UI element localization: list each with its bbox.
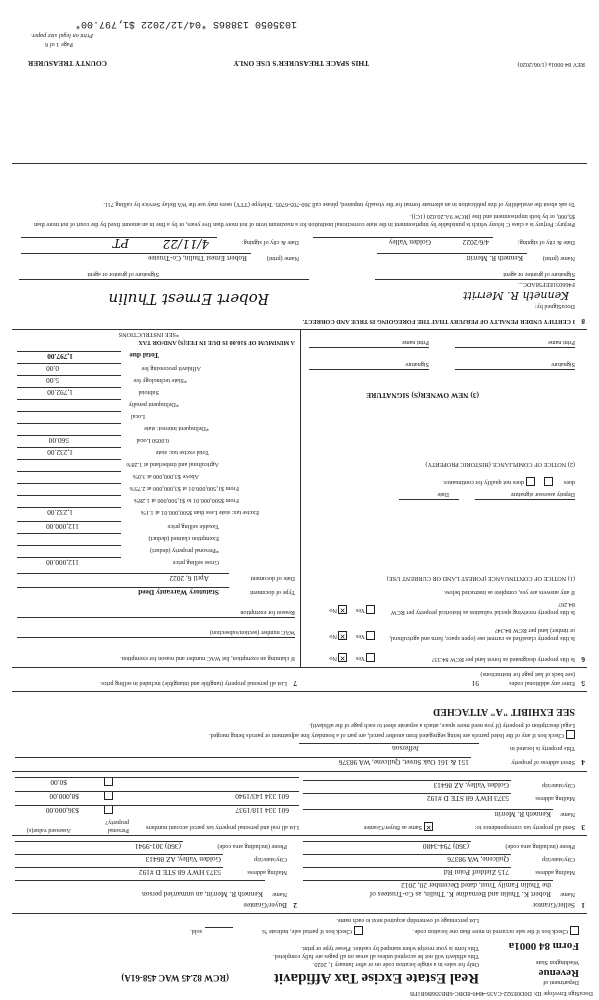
- grantee-city[interactable]: Golden Valley: [388, 238, 431, 247]
- corr-label: Send all property tax correspondence to:: [474, 824, 575, 831]
- certify-statement: I CERTIFY UNDER PENALTY OF PERJURY THAT THE FOREGOING IS TRUE AND CORRECT.: [302, 318, 575, 325]
- seller-phone-label: Phone (including area code): [505, 843, 575, 850]
- form-title: Real Estate Excise Tax Affidavit: [274, 970, 479, 986]
- buyer-phone-label: Phone (including area code): [217, 843, 287, 850]
- tech-fee-value[interactable]: 5.00: [46, 376, 59, 385]
- multi-location-checkbox[interactable]: [570, 926, 579, 935]
- parcel-header: List all real and personal property tax parcel account numbers: [145, 824, 299, 831]
- total-state-label: Total excise tax: state: [155, 449, 209, 456]
- revenue-logo: Revenue: [538, 967, 579, 979]
- grantee-name-label: Name (print): [542, 255, 575, 262]
- assessor-signature-label: Deputy assessor signature: [510, 491, 575, 498]
- affidavit-fee-label: Affidavit processing fee: [141, 365, 201, 372]
- buyer-section-num: 2: [293, 901, 297, 910]
- county-note: This property is located in: [510, 745, 575, 752]
- grantor-name-label: Name (print): [266, 255, 299, 262]
- seller-city-label: City/state/zip: [542, 856, 575, 863]
- seller-phone[interactable]: (360) 794-3480: [422, 842, 469, 851]
- partial-sale-checkbox[interactable]: [354, 926, 363, 935]
- section6-num: 6: [581, 655, 585, 664]
- new-owner-print-label: Print name: [402, 339, 429, 346]
- same-as-buyer-checkbox[interactable]: ✕: [425, 823, 432, 831]
- assessor-date-label: Date: [437, 491, 449, 498]
- gross-value[interactable]: 112,000.00: [46, 558, 79, 567]
- corr-mailing-label: Mailing address: [535, 795, 575, 802]
- form-name: Form 84 0001a: [508, 940, 579, 952]
- corr-name[interactable]: Kenneth R. Merritt: [494, 810, 551, 819]
- corr-city-label: City/state/zip: [542, 782, 575, 789]
- seller-mailing[interactable]: 715 Zieldorf Point Rd: [443, 868, 509, 877]
- interest-local-label: Local: [130, 413, 145, 420]
- penalty-label: *Delinquent penalty: [128, 401, 179, 408]
- section5-value[interactable]: 91: [471, 679, 479, 688]
- ag-label: Agricultural and timberland at 1.28%: [126, 461, 219, 468]
- parcel-value[interactable]: $0.00: [50, 778, 67, 787]
- grantor-date-label: Date & city of signing:: [241, 239, 299, 246]
- print-legal-note: Print on legal size paper.: [30, 32, 93, 39]
- minimum-due-note: A MINIMUM OF $10.00 IS DUE IN FEE(S) AND/OR TAX: [138, 339, 295, 346]
- tier2-label: From $500,000.01 to $1,500,000 at 1.28%: [133, 497, 239, 504]
- seller-section-num: 1: [581, 901, 585, 910]
- forest-no-label: No: [329, 655, 337, 662]
- doc-type-value[interactable]: Statutory Warranty Deed: [138, 588, 219, 597]
- header-note-1: Only for sales in a single location code on or after January 1, 2020.: [312, 961, 479, 968]
- land-does-label: does: [563, 479, 575, 486]
- forest-yes-checkbox[interactable]: [366, 653, 375, 662]
- doc-type-label: Type of document: [250, 589, 295, 596]
- treasurer-space-label: THIS SPACE TREASURER'S USE ONLY: [233, 59, 369, 68]
- classified-no-checkbox[interactable]: ✕: [339, 632, 346, 640]
- grantor-date[interactable]: 4/11/22: [162, 237, 209, 251]
- parcel-personal-checkbox[interactable]: [104, 805, 113, 814]
- forest-yes-label: Yes: [355, 655, 365, 662]
- new-owner-print-label: Print name: [548, 339, 575, 346]
- interest-label: *Delinquent interest: state: [144, 425, 209, 432]
- classified-yes-label: Yes: [355, 633, 365, 640]
- corr-name-label: Name: [560, 811, 575, 818]
- form-citation: (RCW 82.45 WAC 458-61A): [121, 973, 229, 983]
- segregation-checkbox[interactable]: [566, 730, 575, 739]
- seller-mailing-label: Mailing address: [535, 869, 575, 876]
- segregation-label: Check box if any of the listed parcels are being segregated from another parcel, are part of a boundary line adjustment or parcels being merged.: [209, 732, 564, 739]
- page-number: Page 1 of 6: [44, 41, 73, 48]
- personal-label: *Personal property (deduct): [149, 547, 219, 554]
- section5-label: Enter any additional codes: [509, 680, 575, 687]
- see-instructions: *SEE INSTRUCTIONS: [118, 331, 179, 338]
- ada-statement: To ask about the availability of this publication in an alternate format for the visually impaired, please call 360-705-6705. Teletype (TTY) users may use the WA Relay Service by calling 711.: [103, 201, 575, 208]
- subtotal-label: Subtotal: [138, 389, 159, 396]
- buyer-city-label: City/state/zip: [254, 856, 287, 863]
- county-treasurer-label: COUNTY TREASURER: [27, 59, 107, 68]
- new-owner-signature-title: (3) NEW OWNER(S) SIGNATURE: [366, 391, 479, 400]
- historic-question: Is this property receiving special valuation as historical property per RCW 84.26?: [390, 601, 575, 616]
- grantor-sig-label: Signature of grantor or agent: [87, 271, 159, 278]
- classified-yes-checkbox[interactable]: [366, 631, 375, 640]
- grantor-name-print[interactable]: Robert Ernest Thulin, Co-Trustee: [148, 254, 247, 263]
- classified-no-label: No: [329, 633, 337, 640]
- parcel-value[interactable]: $8,000.00: [49, 792, 79, 801]
- new-owner-sign-label: Signature: [551, 361, 575, 368]
- parcel-assessed-header: Assessed value(s): [26, 827, 71, 834]
- tier1-value[interactable]: 1,232.00: [47, 508, 73, 517]
- notice-compliance: (2) NOTICE OF COMPLIANCE (HISTORIC PROPERTY): [425, 461, 575, 468]
- street-label: Street address of property: [511, 759, 575, 766]
- seller-heading: Seller/Grantor: [532, 901, 575, 910]
- historic-yes-checkbox[interactable]: [366, 605, 375, 614]
- corr-city[interactable]: Golden Valley, AZ 86413: [433, 781, 509, 790]
- header-note-3: This form is your receipt when stamped by cashier. Please type or print.: [301, 945, 479, 952]
- historic-yes-label: Yes: [355, 607, 365, 614]
- buyer-mailing-label: Mailing address: [247, 869, 287, 876]
- historic-no-label: No: [329, 607, 337, 614]
- corr-section-num: 3: [581, 823, 585, 832]
- forest-no-checkbox[interactable]: ✕: [339, 654, 346, 662]
- classified-question: Is this property classified as current use (open space, farm and agricultural, or timber) land per RCW 84.34?: [389, 627, 575, 642]
- notice-continuance: (1) NOTICE OF CONTINUANCE (FOREST LAND OR CURRENT USE): [386, 575, 575, 582]
- land-does-not-label: does not qualify for continuance.: [442, 479, 524, 486]
- grantee-signature[interactable]: Kenneth R. Merritt: [462, 289, 569, 302]
- grantee-sig-label: Signature of grantee or agent: [503, 271, 575, 278]
- historic-no-checkbox[interactable]: ✕: [339, 606, 346, 614]
- rev-number: REV 84 0001a (1/06/2020): [517, 61, 585, 68]
- tier4-label: Above $3,000,000 at 3.0%: [132, 473, 199, 480]
- grantor-initials[interactable]: PT: [112, 236, 129, 250]
- parcel-personal-header: Personal property?: [105, 819, 129, 834]
- section8-num: 8: [581, 317, 585, 326]
- tech-fee-label: *State technology fee: [133, 377, 187, 384]
- parcel-personal-checkbox[interactable]: [104, 791, 113, 800]
- taxable-label: Taxable selling price: [167, 523, 219, 530]
- seller-city[interactable]: Quilcene, WA 98376: [447, 855, 509, 864]
- grantor-signature[interactable]: Robert Ernest Thulin: [108, 290, 269, 308]
- exemption-label: Exemption claimed (deduct): [148, 535, 219, 542]
- section5-num: 5: [581, 679, 585, 688]
- does-not-checkbox[interactable]: [526, 477, 535, 486]
- section5-note: (see back of last page for instructions): [480, 671, 575, 678]
- subtotal-value[interactable]: 1,792.00: [47, 388, 73, 397]
- docusign-label: DocuSigned by:: [534, 303, 575, 310]
- buyer-name-label: Name: [272, 891, 287, 898]
- local-value[interactable]: 560.00: [48, 436, 69, 445]
- envelope-id: DocuSign Envelope ID: D0D0E922-CA35-4849-8DBC-6BB356B6B1FB: [409, 990, 593, 997]
- buyer-name[interactable]: Kenneth R. Merritt, an unmarried person: [142, 890, 263, 899]
- gross-label: Gross selling price: [172, 559, 219, 566]
- local-label: 0.0050 Local: [136, 437, 169, 444]
- seller-name-label: Name: [560, 891, 575, 898]
- tier1-label: Excise tax: state Less than $500,000.01 at 1.1%: [140, 509, 259, 516]
- total-state-value[interactable]: 1,232.00: [47, 448, 73, 457]
- grantee-name-print[interactable]: Kenneth R. Merritt: [466, 254, 523, 263]
- forest-question: Is this property designated as forest land per RCW 84.33?: [431, 656, 575, 663]
- affidavit-fee-value[interactable]: 0.00: [46, 364, 59, 373]
- exemption-question: If claiming an exemption, list WAC number and reason for exemption.: [120, 655, 295, 662]
- new-owner-sign-label: Signature: [405, 361, 429, 368]
- total-due-value[interactable]: 1,797.00: [47, 352, 73, 361]
- same-as-buyer-label: Same as Buyer/Grantee: [363, 824, 422, 831]
- doc-date-label: Date of document: [250, 575, 295, 582]
- parcel-number[interactable]: 601 334 118/1937: [235, 806, 289, 815]
- perjury-statement: Perjury: Perjury is a class C felony which is punishable by imprisonment in the state correctional institution for a maximum term of not more than five years, or by a fine in an amount fixed by the court of not more than $5,000, or by both imprisonment and fine (RCW 9A.20.020 (1C)).: [34, 213, 575, 228]
- doc-date-value[interactable]: April 6, 2022: [169, 574, 209, 583]
- legal-description-label: Legal description of property (if you need more space, attach a separate sheet to each page of the affidavit).: [309, 722, 575, 729]
- total-due-label: Total due: [129, 351, 159, 360]
- buyer-city[interactable]: Golden Valley, AZ 86413: [145, 855, 221, 864]
- exemption-reason-label: Reason for exemption: [240, 609, 295, 616]
- wac-label: WAC number (section/subsection): [209, 629, 295, 636]
- street-address[interactable]: 151 & 161 Oak Street, Quilcene, WA 98376: [338, 758, 469, 767]
- parcel-personal-checkbox[interactable]: [104, 777, 113, 786]
- continuance-note: If any answers are yes, complete as instructed below.: [443, 589, 575, 596]
- tier3-label: From $1,500,000.01 at $3,000,000 at 2.75%: [129, 485, 239, 492]
- does-checkbox[interactable]: [544, 477, 553, 486]
- exhibit-reference[interactable]: SEE EXHIBIT "A" ATTACHED: [433, 706, 575, 717]
- dept-label: Department of: [543, 979, 579, 986]
- signature-id: F466031EEF58ADC...: [518, 281, 575, 288]
- header-note-2: This affidavit will not be accepted unless all areas on all pages are fully completed.: [273, 953, 479, 960]
- grantee-date[interactable]: 4/6/2022: [462, 238, 489, 247]
- section7-label: List all personal property (tangible and intangible) included in selling price.: [99, 680, 287, 687]
- partial-sale-label: Check box if partial sale, indicate %: [262, 928, 352, 935]
- corr-mailing[interactable]: 5373 HWY 68 STE D #192: [426, 794, 509, 803]
- multi-location-label: Check box if the sale occurred in more than one location code.: [413, 928, 568, 935]
- seller-name-2[interactable]: the Thulin Family Trust, dated December 20, 2012: [401, 881, 551, 890]
- seller-name[interactable]: Robert K. Thulin and Bernadine K. Thulin, as Co-Trustees of: [369, 890, 551, 899]
- treasurer-stamp: 1035050 13886S *04/12/2022 $1,797.00*: [74, 18, 297, 29]
- sold-label: sold.: [190, 928, 202, 935]
- list-pct-note: List percentage of ownership acquired next to each name.: [336, 917, 479, 924]
- buyer-phone[interactable]: (360) 301-9941: [134, 842, 181, 851]
- section7-num: 7: [293, 679, 297, 688]
- street-section-num: 4: [581, 758, 585, 767]
- grantee-date-label: Date & city of signing:: [517, 239, 575, 246]
- parcel-value[interactable]: $36,000.00: [45, 806, 79, 815]
- taxable-value[interactable]: 112,000.00: [46, 522, 79, 531]
- state-label: Washington State: [535, 959, 579, 966]
- buyer-heading: Buyer/Grantee: [243, 901, 287, 910]
- county-value[interactable]: Jefferson: [392, 744, 419, 753]
- buyer-mailing[interactable]: 5373 HWY 68 STE D #192: [138, 868, 221, 877]
- parcel-number[interactable]: 601 334 143/1940: [235, 792, 289, 801]
